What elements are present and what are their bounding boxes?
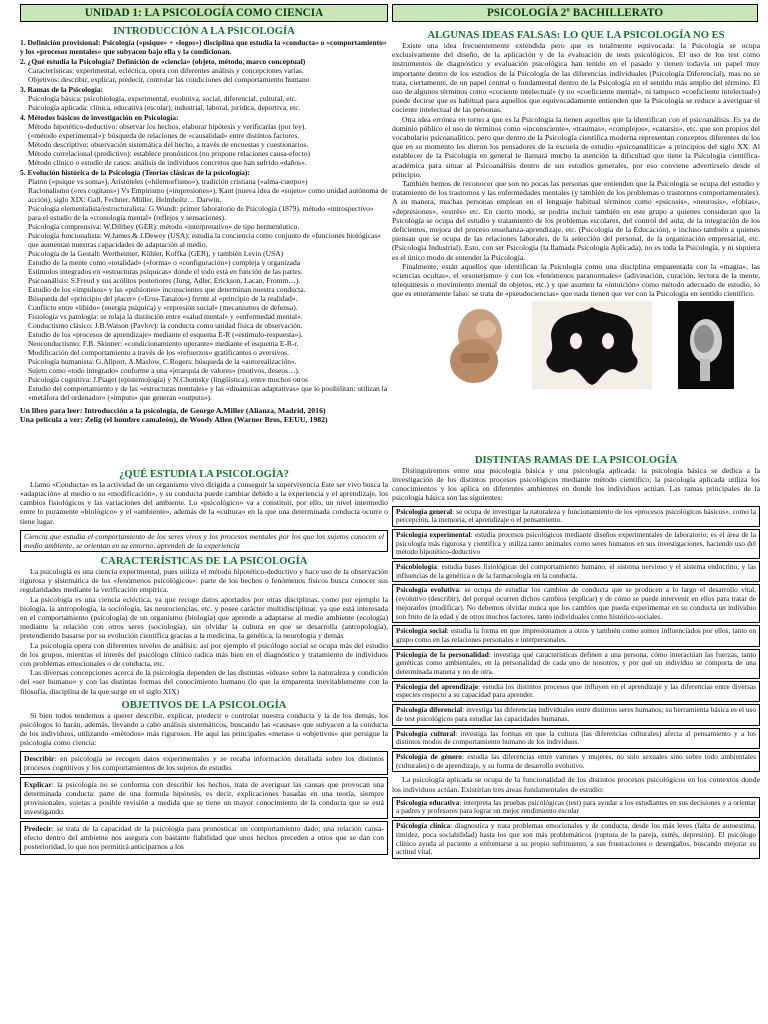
ideas-falsas-p2: Otra idea errónea en torno a que es la Psicología la tienen aquellos que la identifican con el psicoanálisis. Es ya de dominio público el uso de términos como «inconsciente», «traumas», «complejos», «catarsis», etc. que son propios del vocabulario psicoanalítico, pero que dentro de la Psicología científica moderna representan conceptos diferentes de los que en su momento les dieron los pensadores de la escuela de estudio «psicoanalítica» a principios del siglo XX. Al establecer de la Psicología en general le llamará mucho la atención la dificultad que tiene la Psicología científica-académica para situar al Psicoanálisis dentro de sus estudios generales, por eso conviene advertirselo desde el principio.: [392, 114, 760, 179]
basic-branch-box: [392, 625, 760, 646]
intro-outline-item: Fisiología vs patología: se relaja la distinción entre «salud mental» y «enfermedad mental».: [28, 312, 303, 321]
intro-outline-item: Psicología funcionalista: W.James & J.Dewey (USA): estudia la conciencia como conjunto de «funciones biológicas» que aumentan nuestras capacidades de adaptación al medio.: [28, 231, 382, 249]
caracteristicas-p1: La psicología es una ciencia experimental, pues utiliza el método hipotético-deductivo y hace uso de la observación rigurosa y sistemática de los «fenómenos psicológicos»: parte de los hechos o fenómenos físicos busca conocer sus regularidades mediante la verificación empírica.: [20, 567, 388, 595]
intro-title: INTRODUCCIÓN A LA PSICOLOGÍA: [113, 26, 295, 37]
basic-branch-box-text: : estudia los distintos procesos que influyen en el aprendizaje y las diferencias entre diversas especies respecto a su capacidad para aprender.: [396, 681, 757, 700]
basic-branch-box-term: Psicología diferencial: [396, 705, 463, 715]
caracteristicas-title: CARACTERÍSTICAS DE LA PSICOLOGÍA: [100, 556, 308, 568]
basic-branch-box-term: Psicología general: [396, 506, 453, 516]
basic-branch-box-text: : investiga las formas en que la cultura (las diferencias culturales) afecta al pensamiento y a los distintos modos de comportamiento humano de los individuos.: [396, 728, 757, 747]
ideas-falsas-p3: También hemos de reconocer que son no pocas las personas que entienden que la Psicología se ocupa del estudio y tratamiento de los trastornos y las enfermedades mentales (y también de los problemas o trastornos comportamentales). A su manera, muchas personas emplean en el lenguaje habitual términos como «psicosis», «neurosis», «fobias», «depresiones», «estrés» etc. En cierto modo, se podría incluir también en este grupo a quienes consideran que la Psicología se ocupa del estudio y tratamiento de los problemas escolares, del control del aula, de la integración de los deficientes, mejora del proceso enseñanza-aprendizaje, etc. (Psicología de la Educación), e incluso también a quienes piensan que se ocupa de las relaciones laborales, de la selección del personal, de la organización empresarial, etc. (Psicología Industrial). Esto, con ser Psicología (la llamada Psicología Aplicada), no es toda la Psicología, y ni siquiera es el único modo de entender la Psicología.: [392, 179, 760, 262]
objetivos-title: OBJETIVOS DE LA PSICOLOGÍA: [121, 699, 287, 711]
objetivos-boxes: [20, 751, 388, 855]
basic-branch-box-term: Psicología cultural: [396, 728, 456, 738]
ideas-falsas-title: ALGUNAS IDEAS FALSAS: LO QUE LA PSICOLOGÍA NO ES: [427, 30, 725, 41]
objective-box-term: Explicar: [24, 779, 52, 789]
basic-branch-box-text: : se ocupa de estudiar los cambios de conducta que se producen a lo largo el desarrollo vital, (evolutivo (describir), del porqué ocurren dichos cambios (explicar) y de cómo se puede intervenir en ellos para tratar de mejorarlos (modificar). No debemos olvidar nunca que los cambios que pueda experimentar en su conducta un individuo son fruto de la edad y de otros muchos factores, tanto individuales como histórico-sociales.: [396, 585, 756, 621]
caracteristicas-p3: La psicología opera con diferentes niveles de análisis: así por ejemplo el psicólogo social se ocupa más del estudio de los grupos, mientras el interés del psicólogo clínico radica más bien en el diagnóstico y tratamiento de individuos con problemas emocionales o de conducta, etc.: [20, 640, 388, 669]
applied-intro: La psicología aplicada se ocupa de la funcionalidad de los distintos procesos psicológicos en los contextos donde los individuos actúan. Existirían tres áreas fundamentales de estudio:: [392, 775, 760, 794]
applied-branch-box-term: Psicología educativa: [396, 797, 460, 807]
basic-branch-box: [392, 704, 760, 725]
objective-box-text: : la psicología no se conforma con describir los hechos, trata de averiguar las causas que provocan una determinada conducta: parte de una formula hipótesis, es decir, explicaciones basadas en una teoría, siempre provisionales, sujetas a posible revisión a medida que se tiene un mayor conocimiento de la conducta que se está investigando.: [24, 779, 384, 817]
intro-outline-item: Psicología comprensiva: W.Dilthey (GER): método «interpretativo» de tipo hermenéutico.: [28, 222, 300, 231]
applied-branch-box-term: Psicología clínica: [396, 821, 451, 831]
basic-branches: [392, 506, 760, 773]
intro-outline-item: Estudio de los «impulsos» y las «pulsiones» inconscientes que determinan nuestra conducta.: [28, 285, 306, 294]
intro-outline-item: 4. Métodos básicos de investigación en Psicología:: [20, 113, 179, 122]
illustrations-row: [392, 299, 760, 395]
intro-outline: [20, 38, 388, 402]
objective-box-text: : se trata de la capacidad de la psicología para pronosticar un comportamiento dado; una relación causa-efecto dentro del ambiente nos asegura con bastante fiabilidad que unos hechos preceden a otros que se dan con posterioridad, lo que nos permitirá anticiparnos a los: [24, 824, 384, 852]
basic-branch-box-text: : investiga qué características definen a una persona, cómo interactúan las fuerzas, tanto genéticas como ambientales, en la personalidad de cada uno de nosotros, y por qué un individuo se comporta de una determinada manera y no de otra.: [396, 649, 756, 677]
objective-box: [20, 777, 388, 819]
basic-branch-box-term: Psicología social: [396, 626, 447, 636]
ideas-falsas-p1: Existe una idea frecuentemente extendida pero que es totalmente equivocada: la Psicología se ocupa exclusivamente del diseño, de la aplicación y de la evaluación de tests psicológicos. El uso de los test como instrumentos de diagnóstico y evaluación psicológica han tenido en el pasado y tienen todavía un papel muy importante dentro de los estudios de la Psicología de las diferencias individuales (Psicología Diferencial), mas no se trata, ciertamente, de un papel central o fundamental dentro de la Psicología en el sentido más amplio del término. El uso de algunos términos como «cociente intelectual» (y no «coeficiente mental», ni tampoco «coeficiente intelectual») puede decirse que es habitual para aquellos que equivocadamente entienden que la Psicología se reduce a averiguar el cociente intelectual de las personas.: [392, 41, 760, 115]
ideas-falsas-p4: Finalmente, están aquellos que identifican la Psicología como una disciplina emparentada con la «magia», las «ciencias ocultas», el «esoterismo» y con los «fenómenos paranormales» (adivinación, curación, lectura de la mente, telequinesis o movimiento mental de objetos, etc.) y que asumen la «intuición» como método adecuado de estudio, lo que es enteramente falso: se trata de «pseudociencias» que nada tienen que ver con la Psicología en sentido científico.: [392, 261, 760, 299]
intro-outline-item: Método clínico o estudio de casos: análisis de individuos concretos que han sufrido «daños».: [28, 158, 307, 167]
intro-outline-item: Neoconductismo: F.B. Skinner: «condicionamiento operante» mediante el esquema E-R-r.: [28, 339, 299, 348]
intro-outline-item: Platón («psique vs soma»), Aristóteles («hilemorfismo»), tradición cristiana («alma-cuerpo»): [28, 177, 308, 186]
caracteristicas-p2: La psicología es una ciencia ecléctica, ya que recoge datos aportados por otras disciplinas, como por ejemplo la biología, la antropología, la sociología, las neurociencias, etc. y posee carácter multidisciplinar, ya que está interesada en el comportamiento (psicología) de un organismo (biología) que aprende a adaptarse al medio ambiente (ecología) mediante la relación con otros seres (sociología), sin olvidar la cultura en que se desarrolla (antropología), pretendiendo basarse por su evolución científica gracias a la medicina, la genética, la neurología y demás: [20, 594, 388, 641]
intro-outline-item: Objetivos: describir, explicar, predecir, controlar las condiciones del comportamiento humano: [28, 75, 310, 84]
intro-outline-item: Psicología de la Gestalt: Wertheimer, Köhler, Koffka (GER), y también Levin (USA): [28, 249, 284, 258]
intro-outline-item: Estudio de la mente como «totalidad» («forma» o «configuración») compleja y organizada: [28, 258, 301, 267]
caracteristicas-p4: Las diversas concepciones acerca de la psicología dependen de las distintas «ideas» sobre la naturaleza y condición del «ser humano» y con las distintas formas del conocimiento humano (lo que la emparenta inevitablemente con la filosofía, disciplina de la que surge en el siglo XIX): [20, 668, 388, 696]
intro-outline-item: Sujeto como «todo integrado» conforme a una «jerarquía de valores» (motivos, deseos…).: [28, 366, 300, 375]
basic-branch-box-text: : estudia bases fisiológicas del comportamiento humano, el sistema nervioso y el sistema endocrino, y las influencias de la genética o de la farmacología en la conducta.: [396, 562, 756, 580]
basic-branch-box: [392, 529, 760, 559]
thinker-sculpture-image: [440, 301, 520, 392]
intro-outline-item: («método experimental»): búsqueda de relaciones de «causalidad» entre distintos factores.: [28, 131, 300, 140]
applied-branch-box: [392, 820, 760, 859]
intro-outline-item: Racionalismo («res cogitans») Vs Empirismo («impresiones»), Kant (nueva idea de «sujeto» como unidad autónoma de acción), siglo XIX: Gall, Fechner, Müller, Helmholtz… Darwin.: [28, 186, 388, 204]
applied-branch-box-text: : interpreta las pruebas psicológicas (test) para ayudar a los estudiantes en sus decisiones y a orientar a padres y profesores para lograr un mejor rendimiento escolar: [396, 797, 756, 816]
basic-branch-box: [392, 506, 760, 527]
book-recommendation: Un libro para leer: Introducción a la psicología, de George A.Miller (Alianza, Madrid, 2016): [20, 406, 326, 415]
objective-box-term: Predecir: [24, 824, 52, 834]
unit-header: UNIDAD 1: LA PSICOLOGÍA COMO CIENCIA: [20, 4, 388, 22]
brain-xray-image: [678, 301, 734, 394]
left-column: [20, 24, 388, 857]
objetivos-intro: Si bien todos tendemos a querer describir, explicar, predecir o controlar nuestra conducta y la de los demás, los psicólogos lo harán, además, llevando a cabo análisis sistemáticos, buscando las «causas» que subyacen a la conducta de los individuos, utilizando «métodos» más rigurosos. He aquí las principales «metas» u «objetivos» que persigue la psicología como ciencia:: [20, 710, 388, 748]
ramas-title: DISTINTAS RAMAS DE LA PSICOLOGÍA: [474, 454, 678, 466]
intro-outline-item: Método hipotético-deductivo: observar los hechos, elaborar hipótesis y verificarlas (por ley).: [28, 122, 307, 131]
applied-branch-box-text: : diagnostica y trata problemas emocionales y de conducta, desde los más leves (falta de autoestima, timidez, poca sociabilidad) hasta los que son más problemáticos (ruptura de la pareja, estrés, depresión). El psicólogo clínico ayuda al paciente a enfrentarse a su propio sufrimiento, a sus frustraciones o desengaños, buscando mejorar su actitud vital.: [396, 821, 756, 857]
basic-branch-box-text: : estudia procesos psicológicos mediante diseños experimentales de laboratorio; es el área de la psicología más rigurosa y científica y utiliza tanto animales como seres humanos en sus investigaciones, haciendo uso del método hipotético-deductivo: [396, 529, 757, 557]
basic-branch-box-term: Psicología evolutiva: [396, 585, 460, 595]
intro-outline-item: 3. Ramas de la Psicología:: [20, 85, 104, 94]
ramas-intro: Distinguiremos entre una psicología básica y una psicología aplicada: la psicología básica se dedica a la investigación de los distintos procesos psicológicos mediante método científico; la psicología aplicada utiliza los conocimientos y los aplica en diferentes ambientes en donde los individuos actúan. Las ramas principales de la psicología básica son las siguientes:: [392, 465, 760, 503]
que-estudia-title: ¿QUÉ ESTUDIA LA PSICOLOGÍA?: [119, 468, 289, 480]
basic-branch-box: [392, 649, 760, 679]
basic-branch-box-term: Psicología del aprendizaje: [396, 681, 479, 691]
basic-branch-box-text: : investiga las diferencias individuales entre distintos seres humanos; su herramienta básica es el uso de test psicológicos para estudiar las capacidades humanas.: [396, 705, 757, 723]
applied-branch-box: [392, 797, 760, 818]
objective-box: [20, 821, 388, 854]
intro-outline-item: 1. Definición provisional: Psicología («psique» + «logos») disciplina que estudia la «conducta» o «comportamiento» y los «procesos mentales» que subyacen bajo ella y la condicionan.: [20, 38, 387, 56]
intro-outline-item: Estudio de los «procesos de aprendizaje» mediante el esquema E-R («estímulo-respuesta»).: [28, 330, 303, 339]
basic-branch-box: [392, 681, 760, 702]
psychology-definition: Ciencia que estudia el comportamiento de los seres vivos y los procesos mentales por los que los sujetos conocen el medio ambiente, se orientan en su entorno, aprenden de la experiencia: [20, 530, 388, 552]
intro-outline-item: Método correlacional (predictivo): establece pronósticos (no propone relaciones causa-efecto): [28, 149, 310, 158]
course-header: PSICOLOGÍA 2º BACHILLERATO: [392, 4, 758, 22]
intro-outline-item: Estímulos integrados en «estructuras psíquicas» donde el todo está en función de las partes.: [28, 267, 303, 276]
objective-box-term: Describir: [24, 753, 55, 763]
intro-outline-item: Búsqueda del «principio del placer» («Eros-Tanatos») frente al «principio de la realidad».: [28, 294, 298, 303]
basic-branch-box: [392, 728, 760, 749]
right-column: [392, 24, 760, 861]
objective-box: [20, 751, 388, 775]
basic-branch-box: [392, 561, 760, 582]
basic-branch-box-text: : se ocupa de investigar la naturaleza y funcionamiento de los «procesos psicológicos básicos», como la percepción, la memoria, el aprendizaje o el pensamiento.: [396, 506, 757, 525]
intro-outline-item: Psicología básica: psicobiología, experimental, evolutiva, social, diferencial, cultural, etc.: [28, 94, 297, 103]
intro-outline-item: Psicología aplicada: clínica, educativa (escolar), industrial, laboral, jurídica, deportiva, etc.: [28, 103, 301, 112]
intro-outline-item: Psicología cognitiva: J.Piaget (epistemología) y N.Chomsky (lingüística), entre muchos otros: [28, 375, 308, 384]
basic-branch-box-term: Psicología experimental: [396, 529, 471, 539]
objective-box-text: : en psicología se recogen datos experimentales y se recaba información detallada sobre los distintos procesos cognitivos y los comportamientos de los sujetos de estudio.: [24, 753, 384, 772]
intro-outline-item: Método descriptivo: observación sistemática del hecho, a través de encuestas y cuestionarios.: [28, 140, 309, 149]
intro-outline-item: Modificación del comportamiento a través de los «refuerzos» gratificantes o aversivos.: [28, 348, 289, 357]
intro-outline-item: Conductismo clásico: J.B.Watson (Pavlov): la conducta como unidad física de observación.: [28, 321, 303, 330]
basic-branch-box-term: Psicología de género: [396, 751, 462, 761]
basic-branch-box-term: Psicobiología: [396, 562, 437, 572]
que-estudia-body: Llamo «Conducta» es la actividad de un organismo vivo dirigida a conseguir la supervivencia Este ser vivo busca la «adaptación» al medio o su «modificación», y su conducta puede cambiar debido a la experiencia y el aprendizaje, los cambios fisiológicos y las variaciones del ambiente. Lo «psicológico» va a constituir, por ello, un nivel intermedio entre lo puramente «biológico» y el «ambiente», además de la «cultura» en la que una determinada conducta ocurre o tiene lugar.: [20, 479, 388, 526]
intro-outline-item: Psicología elementalista/estructuralista: G.Wundt: primer laboratorio de Psicología (1879). método «introspectivo» para el estudio de la «cronología mental» (reflejos y sensaciones).: [28, 204, 374, 222]
intro-outline-item: Estudio del comportamiento y de las «estructuras mentales» y las «dinámicas adaptativas» que lo posibilitan: utilizan la «metáfora del ordenador» («imputs» que generan «outputs»).: [28, 384, 388, 402]
film-recommendation: Una película a ver: Zelig (el hombre camaleón), de Woody Allen (Warner Bros, EEUU, 1982): [20, 415, 328, 425]
intro-outline-item: 2. ¿Qué estudia la Psicología? Definición de «ciencia» (objeto, método, marco conceptual): [20, 57, 306, 66]
basic-branch-box-term: Psicología de la personalidad: [396, 649, 489, 659]
intro-outline-item: Psicología humanista: G.Allport, A.Maslow, C.Rogers: búsqueda de la «autorealización».: [28, 357, 297, 366]
basic-branch-box: [392, 584, 760, 623]
basic-branch-box: [392, 751, 760, 772]
intro-outline-item: Características: experimental, ecléctica, opera con diferentes análisis y concepciones varias.: [28, 66, 304, 75]
applied-branches: [392, 797, 760, 859]
basic-branch-box-text: : estudia las diferencias entre varones y mujeres, no solo sexuales sino sobre todo ambientales (culturales) o de aprendizaje, y su forma de desarrollo evolutivo.: [396, 751, 756, 770]
intro-outline-item: Conflicto entre «libido» (energía psíquica) y «represión social» (mecanismos de defensa).: [28, 303, 298, 312]
rorschach-inkblot-image: [532, 301, 652, 394]
basic-branch-box-text: : estudia la forma en que impresionamos a otros y también como somos influenciados por ellos, tanto en grupo como en las relaciones personales e interpersonales.: [396, 626, 757, 644]
intro-outline-item: Psicoanálisis: S.Freud y sus acólitos posteriores (Jung, Adler, Erickson, Lacan, Fromm…).: [28, 276, 301, 285]
intro-outline-item: 5. Evolución histórica de la Psicología (Teorías clásicas de la psicología):: [20, 168, 250, 177]
